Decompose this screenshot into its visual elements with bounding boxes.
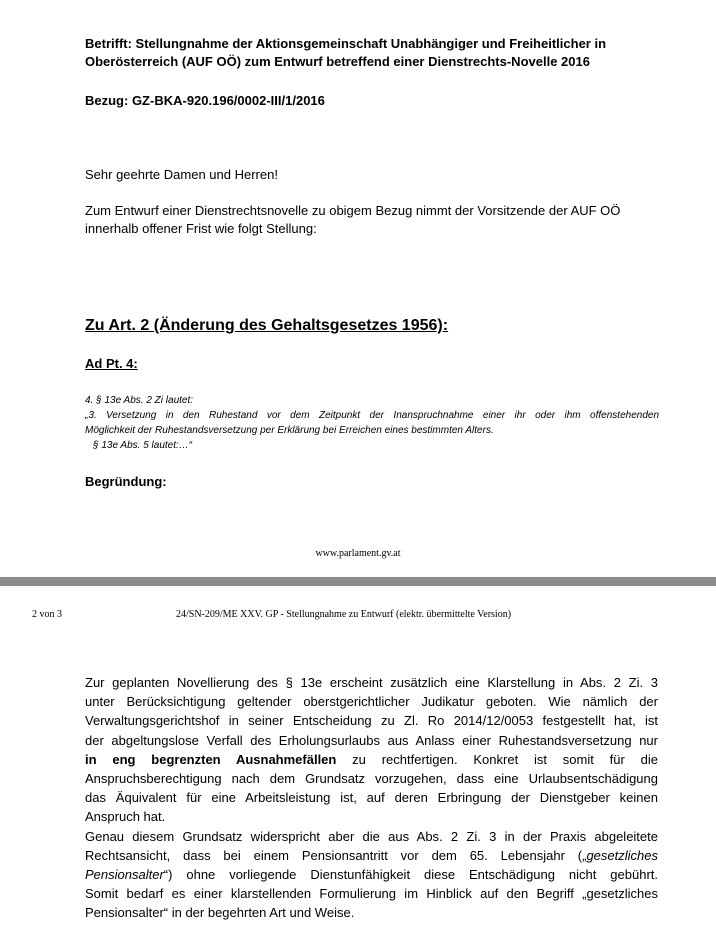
body-line-rest: “) ohne vorliegende Dienstunfähigkeit diese Entschädigung nicht gebührt. xyxy=(163,867,658,883)
intro-line-1: Zum Entwurf einer Dienstrechtsnovelle zu obigem Bezug nimmt der Vorsitzende der AUF OÖ xyxy=(85,203,621,218)
body-line: Verwaltungsgerichtshof in seiner Entscheidung zu Zl. Ro 2014/12/0053 festgestellt hat, ist xyxy=(85,713,658,729)
body-line xyxy=(85,750,658,769)
intro-paragraph xyxy=(85,202,660,238)
bold-phrase: in eng begrenzten Ausnahmefällen xyxy=(85,751,337,767)
subject-line-2: Oberösterreich (AUF OÖ) zum Entwurf betreffend einer Dienstrechts-Novelle 2016 xyxy=(85,54,590,69)
subject xyxy=(85,35,645,71)
body-line-rest: zu rechtfertigen. Konkret ist somit für die xyxy=(352,751,658,767)
body-line: Zur geplanten Novellierung des § 13e erscheint zusätzlich eine Klarstellung in Abs. 2 Zi. 3 xyxy=(85,675,658,690)
page-number: 2 von 3 xyxy=(32,609,62,620)
subject-line-1: Betrifft: Stellungnahme der Aktionsgemeinschaft Unabhängiger und Freiheitlicher in xyxy=(85,36,607,51)
salutation: Sehr geehrte Damen und Herren! xyxy=(85,167,278,182)
section-heading: Zu Art. 2 (Änderung des Gehaltsgesetzes 1956): xyxy=(85,317,449,334)
ad-heading: Ad Pt. 4: xyxy=(85,356,138,371)
italic-term: gesetzliches xyxy=(586,847,658,863)
body-line: Pensionsalter“ in der begehrten Art und Weise. xyxy=(85,905,355,921)
italic-term: Pensionsalter xyxy=(85,867,164,883)
body-line xyxy=(85,846,658,865)
body-line: Genau diesem Grundsatz widerspricht aber die aus Abs. 2 Zi. 3 in der Praxis abgeleitete xyxy=(85,828,658,844)
body-paragraph xyxy=(85,673,658,923)
quote-line-2: „3. Versetzung in den Ruhestand vor dem Zeitpunkt der Inanspruchnahme einer ihr oder ihm offenstehenden xyxy=(85,410,659,421)
quote-line-3: Möglichkeit der Ruhestandsversetzung per Erklärung bei Erreichen eines bestimmten Alters. xyxy=(85,425,494,436)
begruendung-heading: Begründung: xyxy=(85,474,167,489)
body-line: Somit bedarf es einer klarstellenden Formulierung im Hinblick auf den Begriff „gesetzliches xyxy=(85,886,658,902)
document-page-2 xyxy=(0,586,716,937)
body-line: der abgeltungslose Verfall des Erholungsurlaubs aus Anlass einer Ruhestandsversetzung nur xyxy=(85,732,658,748)
body-line xyxy=(85,865,658,884)
body-line: Anspruchsberechtigung nach dem Grundsatz vorzugehen, dass eine Urlaubsentschädigung xyxy=(85,771,658,787)
body-line: unter Berücksichtigung geltender oberstgerichtlicher Judikatur geboten. Wie nämlich der xyxy=(85,694,658,710)
quote-line-1: 4. § 13e Abs. 2 Zi lautet: xyxy=(85,395,194,406)
law-quote xyxy=(85,393,659,453)
reference-line: Bezug: GZ-BKA-920.196/0002-III/1/2016 xyxy=(85,93,325,108)
body-line: Anspruch hat. xyxy=(85,809,166,825)
page-separator xyxy=(0,577,716,586)
page-header-title: 24/SN-209/ME XXV. GP - Stellungnahme zu Entwurf (elektr. übermittelte Version) xyxy=(176,609,512,620)
footer-url: www.parlament.gv.at xyxy=(315,548,401,559)
body-line: das Äquivalent für eine Arbeitsleistung ist, auf deren Erbringung der Dienstgeber keinen xyxy=(85,790,658,806)
quote-line-4: § 13e Abs. 5 lautet:…“ xyxy=(93,440,193,451)
body-line-start: Rechtsansicht, dass bei einem Pensionsantritt vor dem 65. Lebensjahr („ xyxy=(85,847,587,863)
intro-line-2: innerhalb offener Frist wie folgt Stellung: xyxy=(85,221,317,236)
